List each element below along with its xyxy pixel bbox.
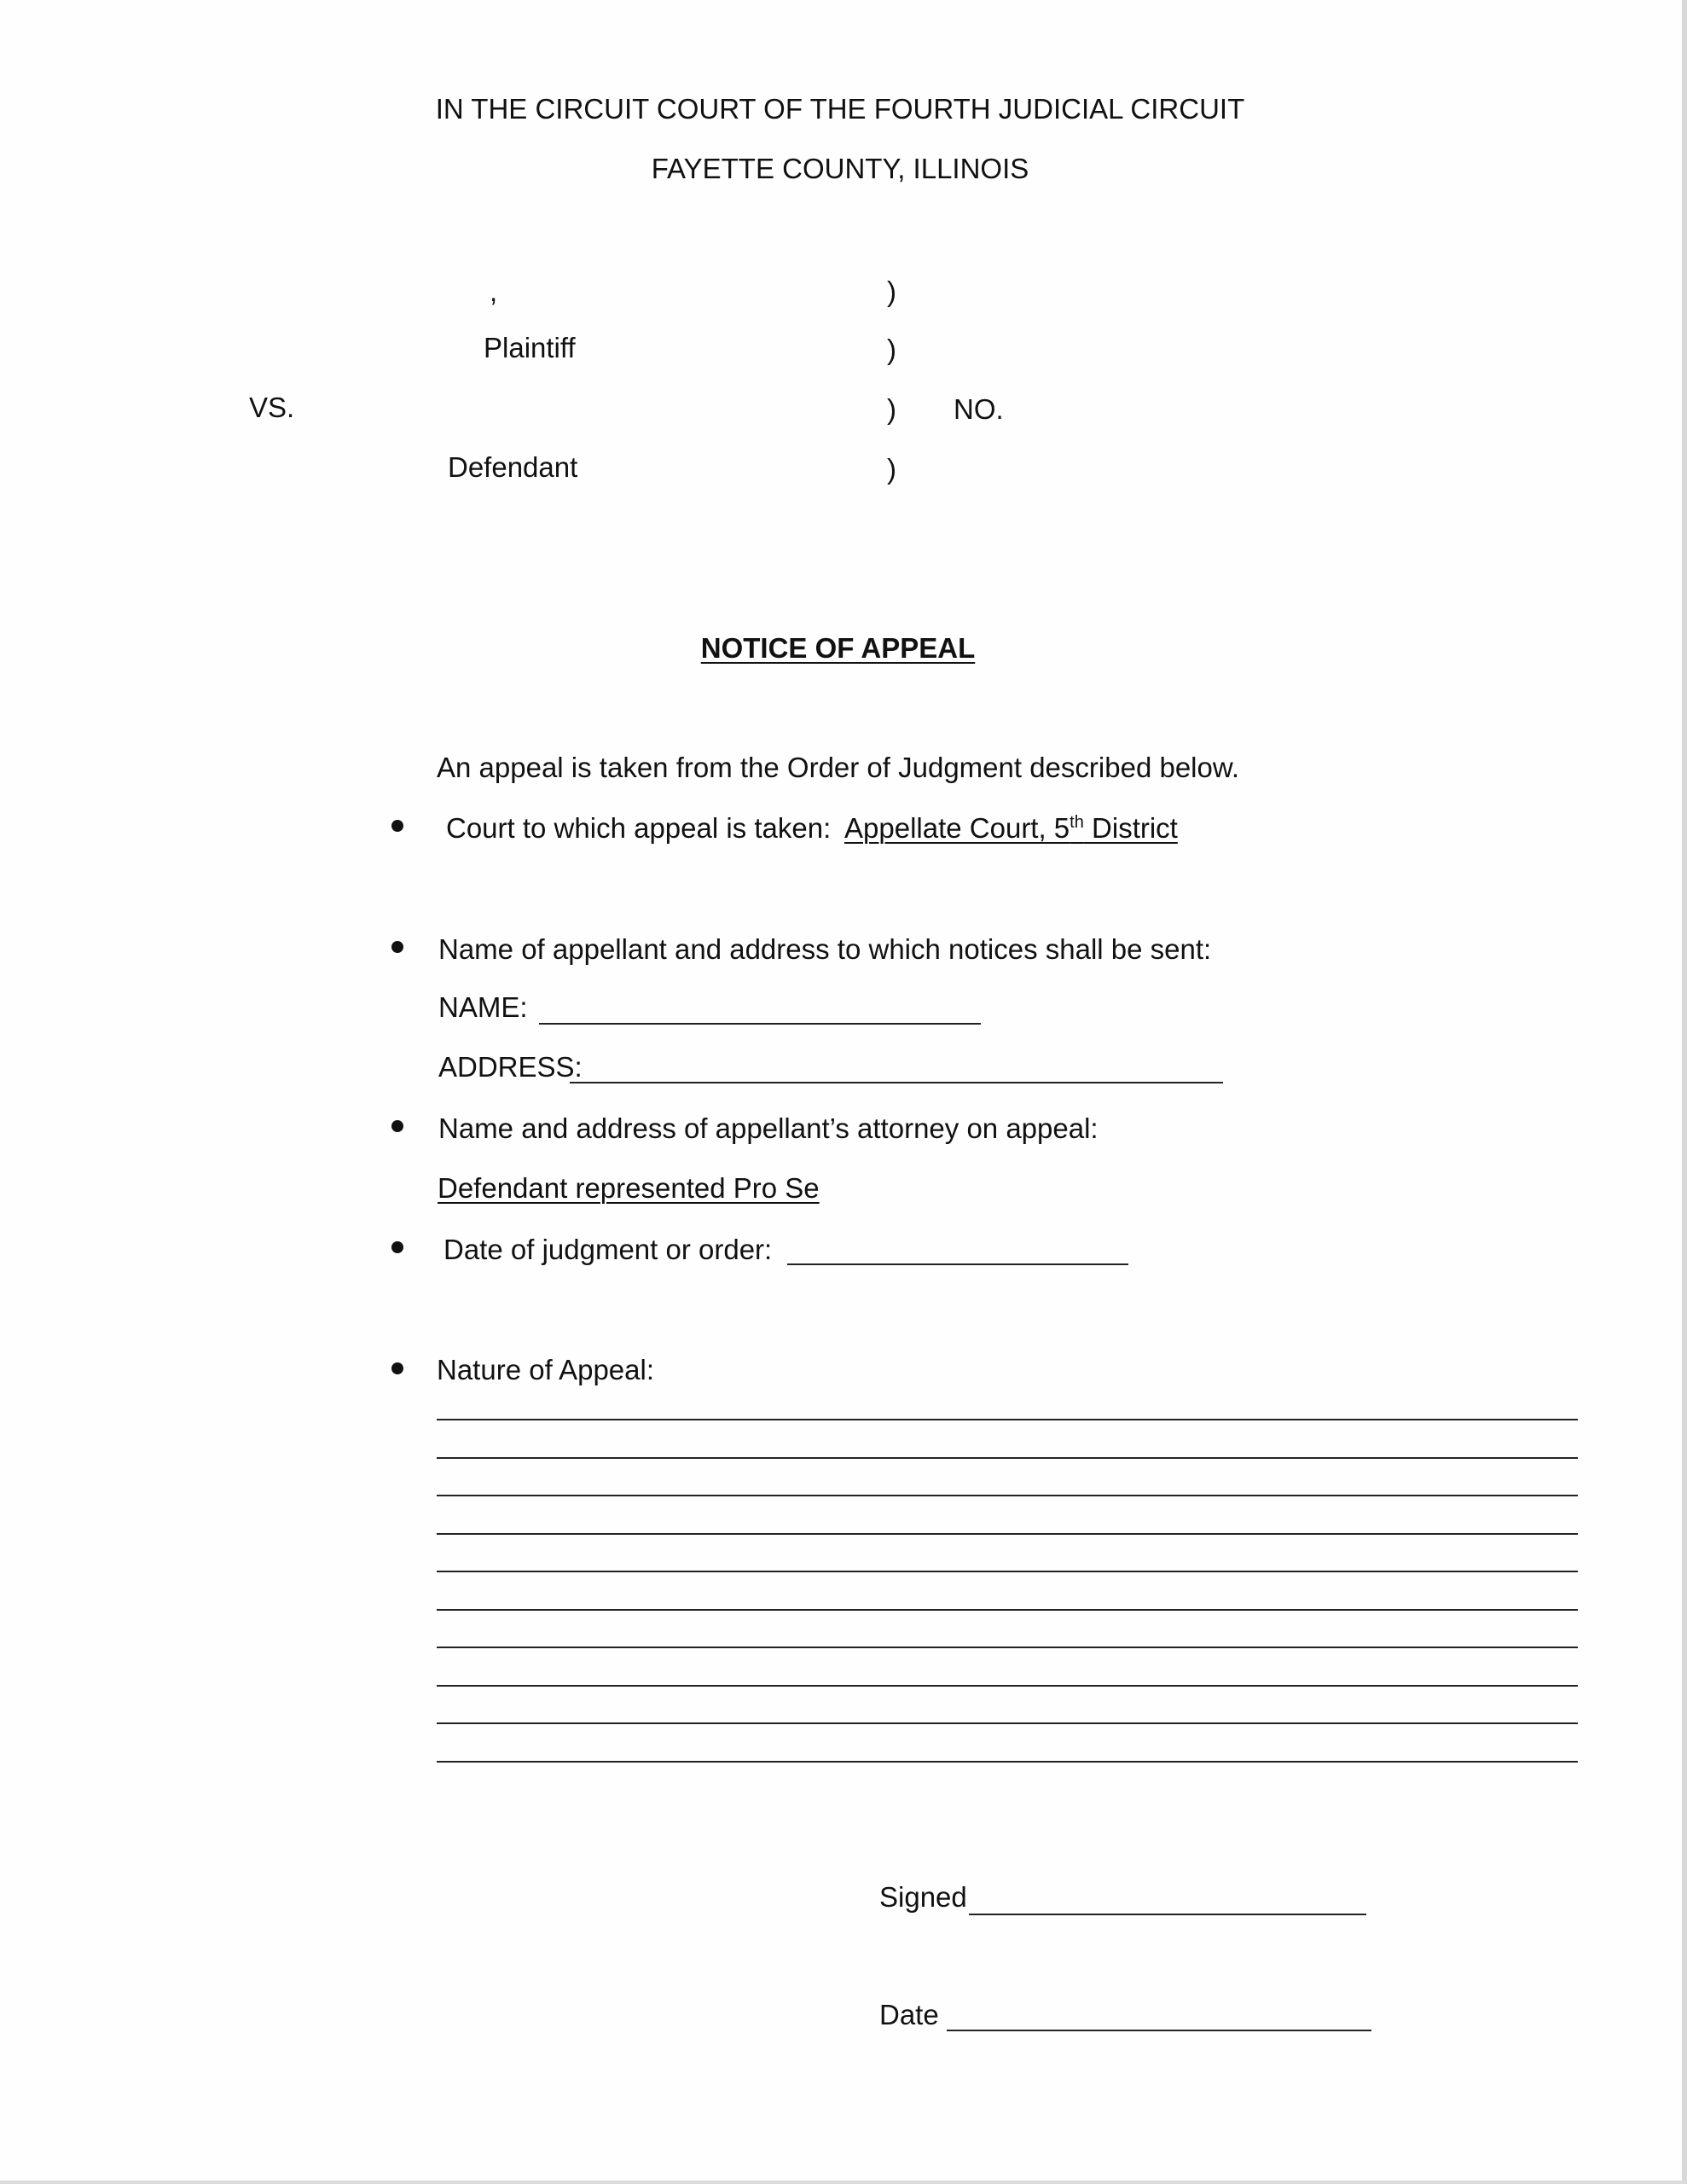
signed-label: Signed [879, 1881, 967, 1913]
vs-label: VS. [249, 392, 295, 423]
address-field[interactable] [570, 1082, 1223, 1083]
court-value-superscript: th [1070, 813, 1084, 832]
signature-field[interactable] [969, 1914, 1366, 1915]
name-label: NAME: [438, 991, 528, 1023]
page-edge-shadow [1682, 0, 1687, 2184]
nature-line-6[interactable] [437, 1609, 1578, 1611]
page-bottom-edge [0, 2181, 1687, 2184]
nature-line-1[interactable] [437, 1419, 1578, 1420]
nature-line-5[interactable] [437, 1571, 1578, 1572]
court-label: Court to which appeal is taken: [446, 812, 832, 844]
bullet-2 [391, 941, 403, 953]
nature-line-4[interactable] [437, 1533, 1578, 1535]
court-value-district: District [1083, 812, 1178, 844]
caption-paren-1: ) [887, 276, 896, 307]
intro-text: An appeal is taken from the Order of Judgment described below. [437, 752, 1240, 783]
court-value-main: Appellate Court, 5 [844, 812, 1070, 844]
sign-date-label: Date [879, 1999, 939, 2030]
court-value [844, 811, 1178, 845]
sign-date-field[interactable] [947, 2030, 1371, 2031]
bullet-4 [391, 1241, 403, 1253]
address-label: ADDRESS: [438, 1051, 583, 1083]
date-judgment-label: Date of judgment or order: [443, 1234, 773, 1265]
nature-line-8[interactable] [437, 1685, 1578, 1687]
document-title: NOTICE OF APPEAL [700, 632, 976, 664]
caption-paren-4: ) [887, 453, 896, 485]
caption-paren-3: ) [887, 393, 896, 425]
nature-line-3[interactable] [437, 1495, 1578, 1496]
county-heading: FAYETTE COUNTY, ILLINOIS [651, 153, 1029, 184]
bullet-5 [391, 1362, 403, 1374]
plaintiff-label: Plaintiff [484, 332, 576, 363]
case-number-label: NO. [954, 393, 1004, 425]
name-field[interactable] [539, 1023, 981, 1025]
nature-line-7[interactable] [437, 1647, 1578, 1648]
attorney-label: Name and address of appellant’s attorney on appeal: [438, 1112, 1099, 1144]
nature-line-2[interactable] [437, 1457, 1578, 1459]
attorney-value: Defendant represented Pro Se [438, 1172, 820, 1204]
plaintiff-name-comma: , [490, 276, 498, 307]
nature-label: Nature of Appeal: [437, 1354, 655, 1385]
court-heading: IN THE CIRCUIT COURT OF THE FOURTH JUDICIAL CIRCUIT [435, 93, 1245, 125]
date-judgment-field[interactable] [787, 1263, 1128, 1265]
caption-paren-2: ) [887, 334, 896, 365]
bullet-3 [391, 1120, 403, 1132]
nature-line-9[interactable] [437, 1722, 1578, 1724]
bullet-1 [391, 820, 403, 832]
defendant-label: Defendant [448, 451, 578, 483]
nature-line-10[interactable] [437, 1761, 1578, 1763]
appellant-label: Name of appellant and address to which notices shall be sent: [438, 933, 1212, 965]
